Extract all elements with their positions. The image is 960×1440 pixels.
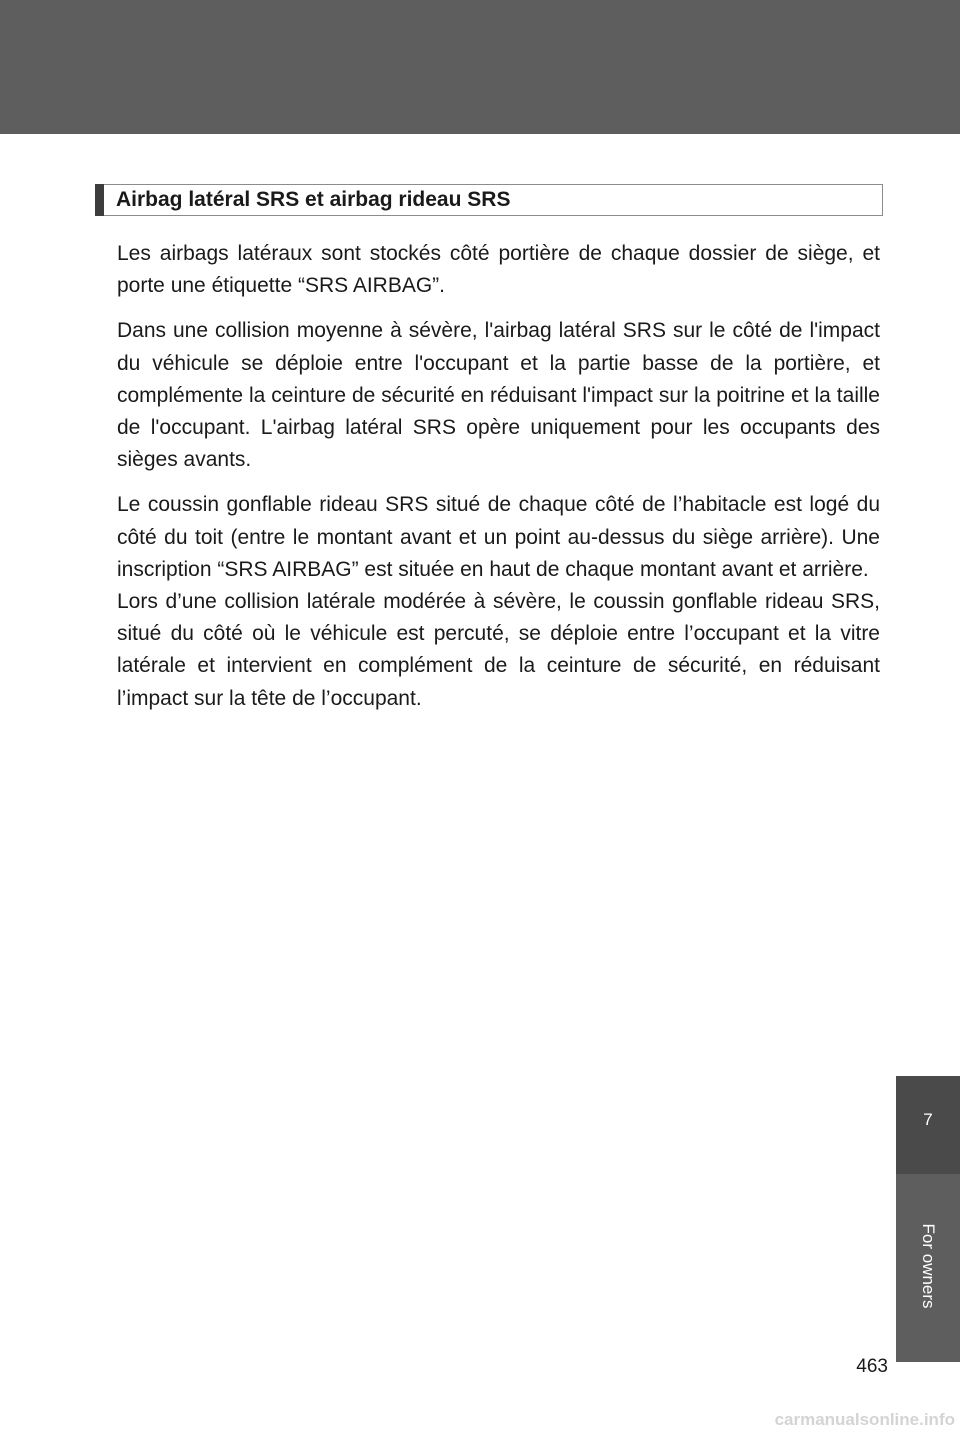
- paragraph-curtain-airbag-location: Le coussin gonflable rideau SRS situé de chaque côté de l’habitacle est logé du côté du toit (entre le montant avant et un point au-dessus du siège arrière). Une inscription “SRS AIRBAG” est située en haut de chaque montant avant et arrière.: [117, 493, 880, 581]
- body-text: [117, 238, 880, 728]
- heading-accent-bar: [95, 184, 104, 216]
- paragraph-curtain-airbag-deployment: Lors d’une collision latérale modérée à sévère, le coussin gonflable rideau SRS, situé du côté où le véhicule est percuté, se déploie entre l’occupant et la vitre latérale et intervient en complément de la ceinture de sécurité, en réduisant l’impact sur la tête de l’occupant.: [117, 590, 880, 710]
- watermark: carmanualsonline.info: [774, 1410, 955, 1429]
- chapter-label: For owners: [919, 1223, 938, 1309]
- header-band: [0, 0, 960, 134]
- section-title: Airbag latéral SRS et airbag rideau SRS: [116, 188, 511, 211]
- chapter-side-tab: [896, 1076, 960, 1362]
- chapter-number: 7: [923, 1110, 933, 1129]
- section-heading: [95, 184, 883, 216]
- paragraph-side-airbag-deployment: Dans une collision moyenne à sévère, l'airbag latéral SRS sur le côté de l'impact du véhicule se déploie entre l'occupant et la partie basse de la portière, et complémente la ceinture de sécurité en réduisant l'impact sur la poitrine et la taille de l'occupant. L'airbag latéral SRS opère uniquement pour les occupants des sièges avants.: [117, 319, 880, 472]
- page-number: 463: [856, 1356, 888, 1377]
- paragraph-side-airbag-location: Les airbags latéraux sont stockés côté portière de chaque dossier de siège, et porte une étiquette “SRS AIRBAG”.: [117, 242, 880, 298]
